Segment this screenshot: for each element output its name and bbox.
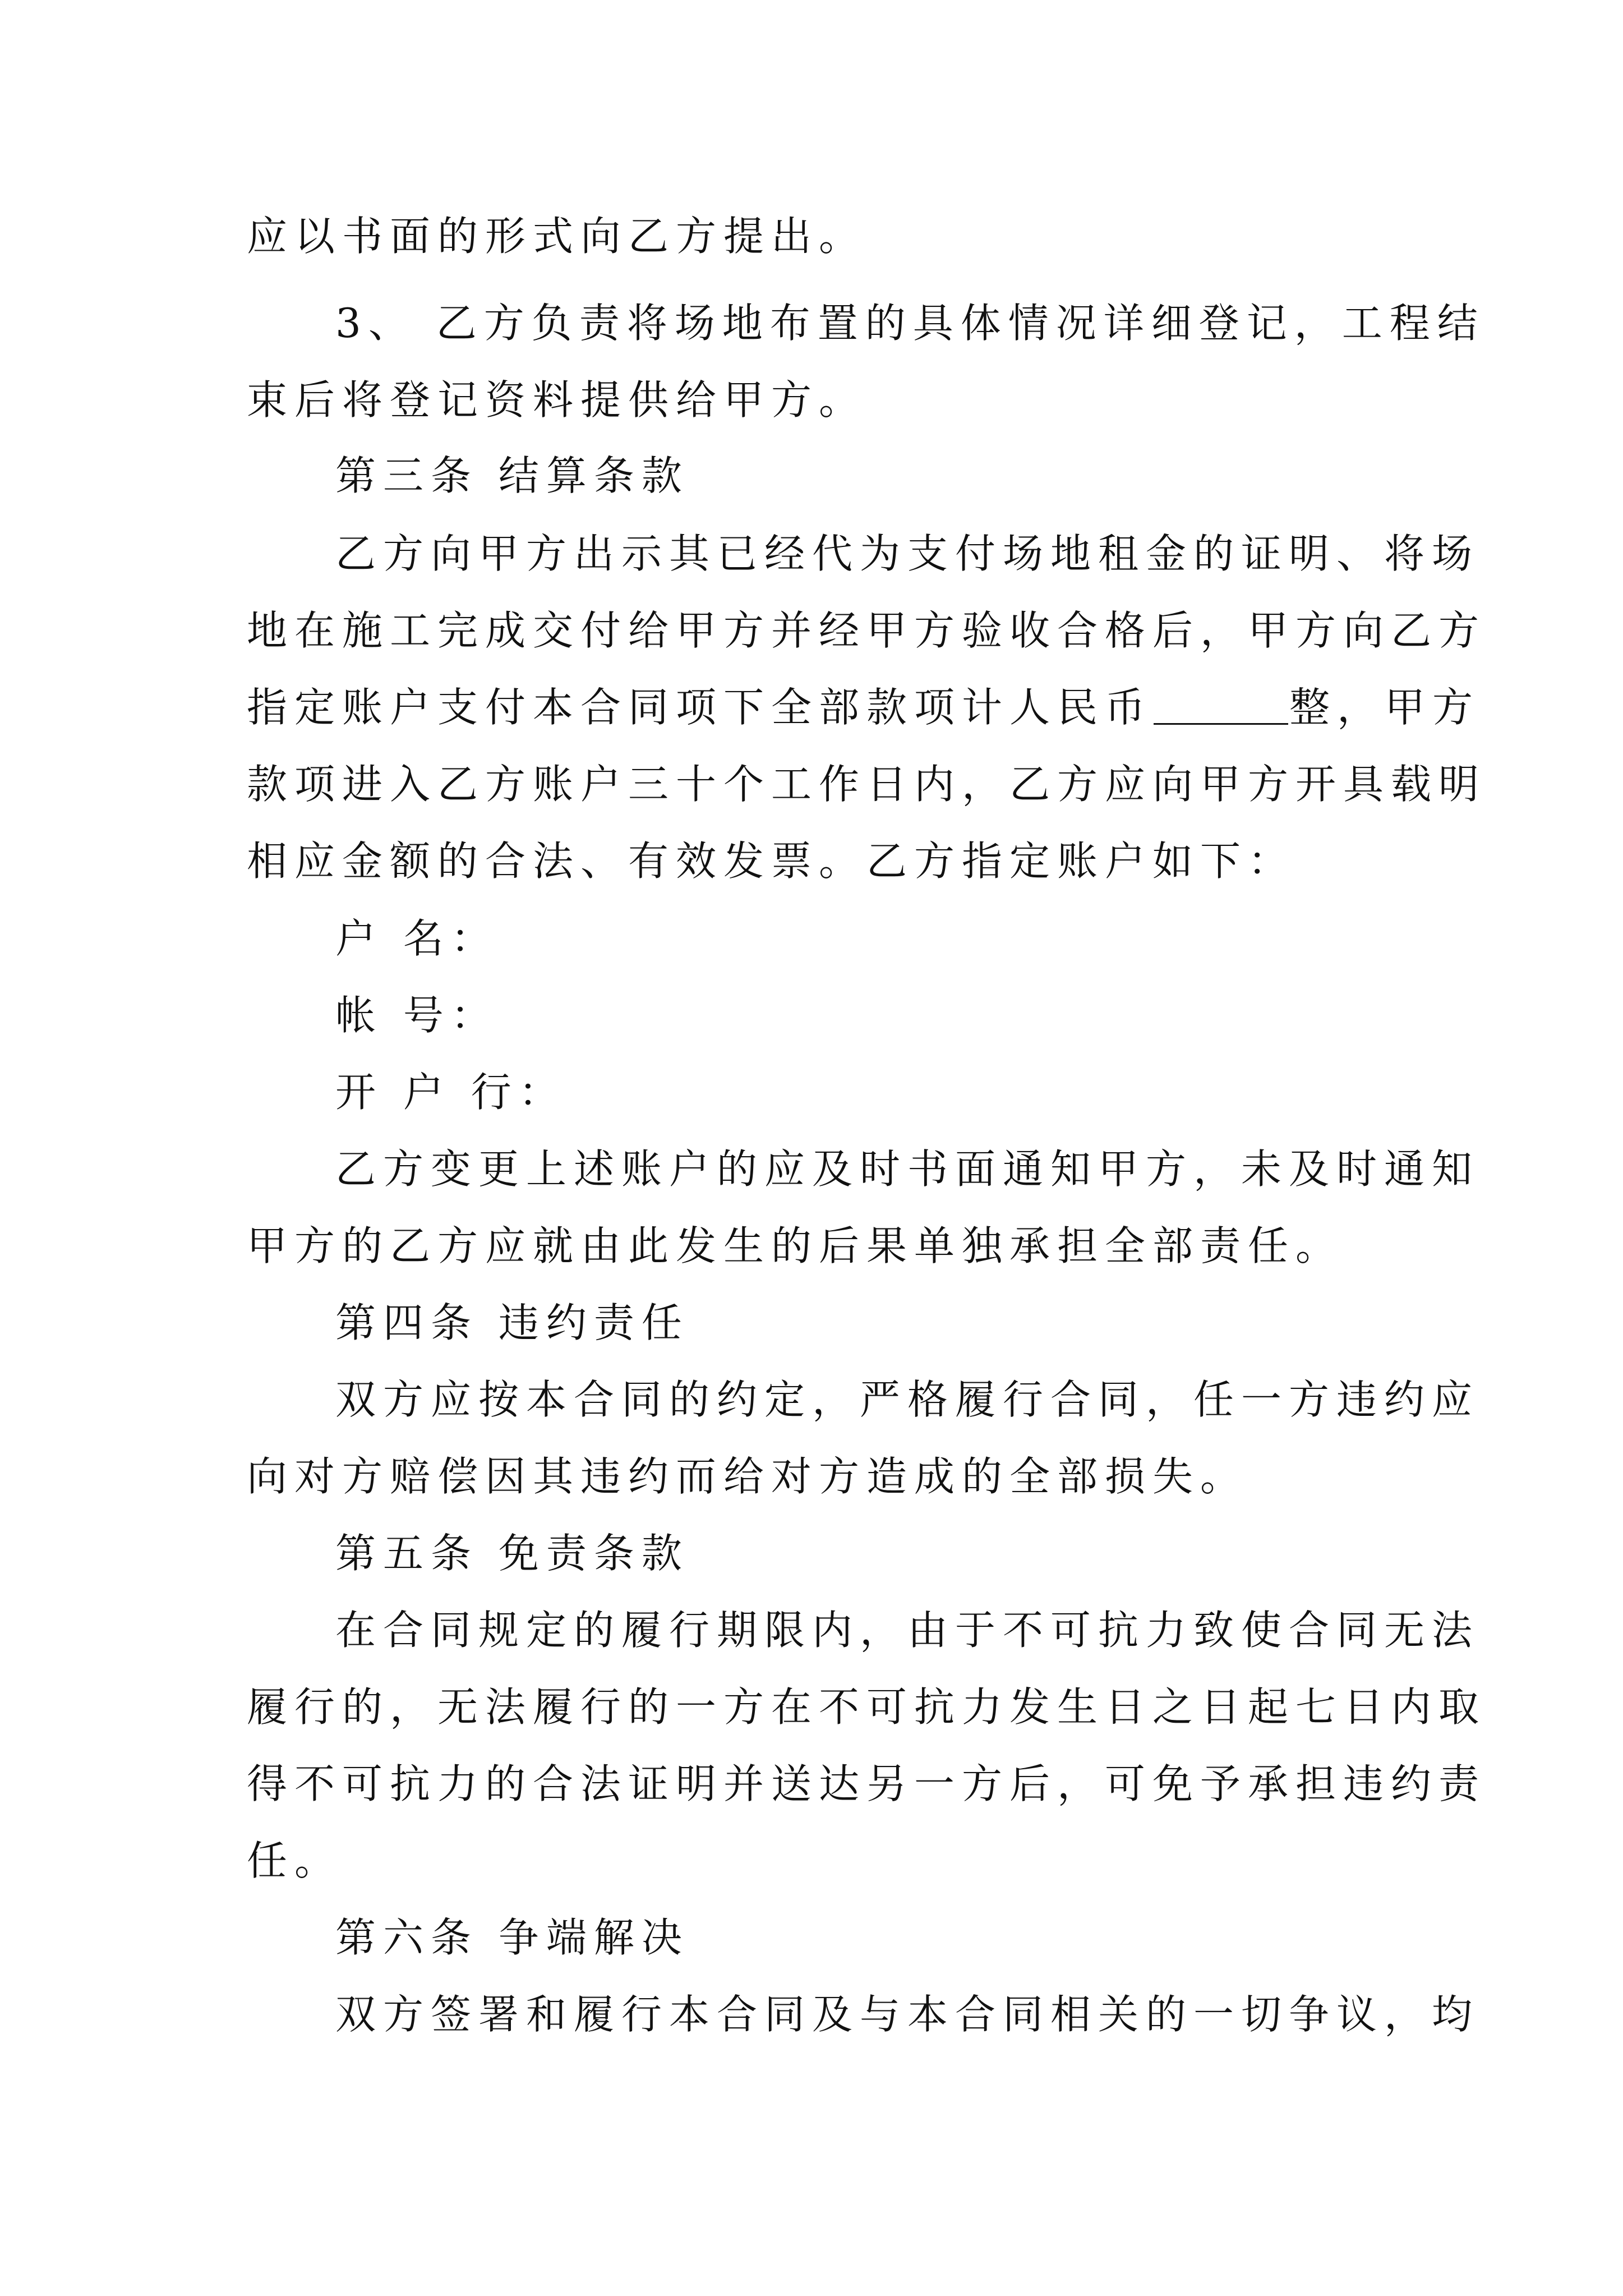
text-line: 乙方变更上述账户的应及时书面通知甲方，未及时通知 [335,1145,1480,1193]
text-line: 相应金额的合法、有效发票。乙方指定账户如下： [247,838,1296,885]
section-heading: 第四条 违约责任 [335,1299,689,1346]
text-line: 甲方的乙方应就由此发生的后果单独承担全部责任。 [247,1222,1344,1269]
text-line: 束后将登记资料提供给甲方。 [247,376,867,424]
section-heading: 第五条 免责条款 [335,1530,689,1577]
text-line: 双方应按本合同的约定，严格履行合同，任一方违约应 [335,1376,1480,1423]
text-line: 3、 乙方负责将场地布置的具体情况详细登记，工程结 [335,300,1485,347]
text-line: 款项进入乙方账户三十个工作日内，乙方应向甲方开具载明 [247,761,1487,808]
text-line: 得不可抗力的合法证明并送达另一方后，可免予承担违约责 [247,1760,1487,1807]
section-heading: 第三条 结算条款 [335,452,689,499]
text-segment: 整，甲方 [1289,684,1481,731]
text-line: 向对方赔偿因其违约而给对方造成的全部损失。 [247,1453,1248,1500]
text-line: 地在施工完成交付给甲方并经甲方验收合格后，甲方向乙方 [247,607,1487,654]
section-heading: 第六条 争端解决 [335,1914,689,1961]
text-line: 应以书面的形式向乙方提出。 [247,213,867,260]
account-name-label: 户 名： [335,915,499,962]
text-segment: 指定账户支付本合同项下全部款项计人民币 [247,684,1153,731]
text-line: 双方签署和履行本合同及与本合同相关的一切争议，均 [335,1991,1480,2038]
text-line: 乙方向甲方出示其已经代为支付场地租金的证明、将场 [335,530,1480,577]
text-line: 在合同规定的履行期限内，由于不可抗力致使合同无法 [335,1607,1480,1654]
bank-label: 开 户 行： [335,1069,566,1116]
account-number-label: 帐 号： [335,992,499,1039]
text-line [247,684,1481,731]
text-line: 履行的，无法履行的一方在不可抗力发生日之日起七日内取 [247,1683,1487,1731]
amount-blank [1154,721,1288,725]
text-line: 任。 [247,1837,343,1884]
